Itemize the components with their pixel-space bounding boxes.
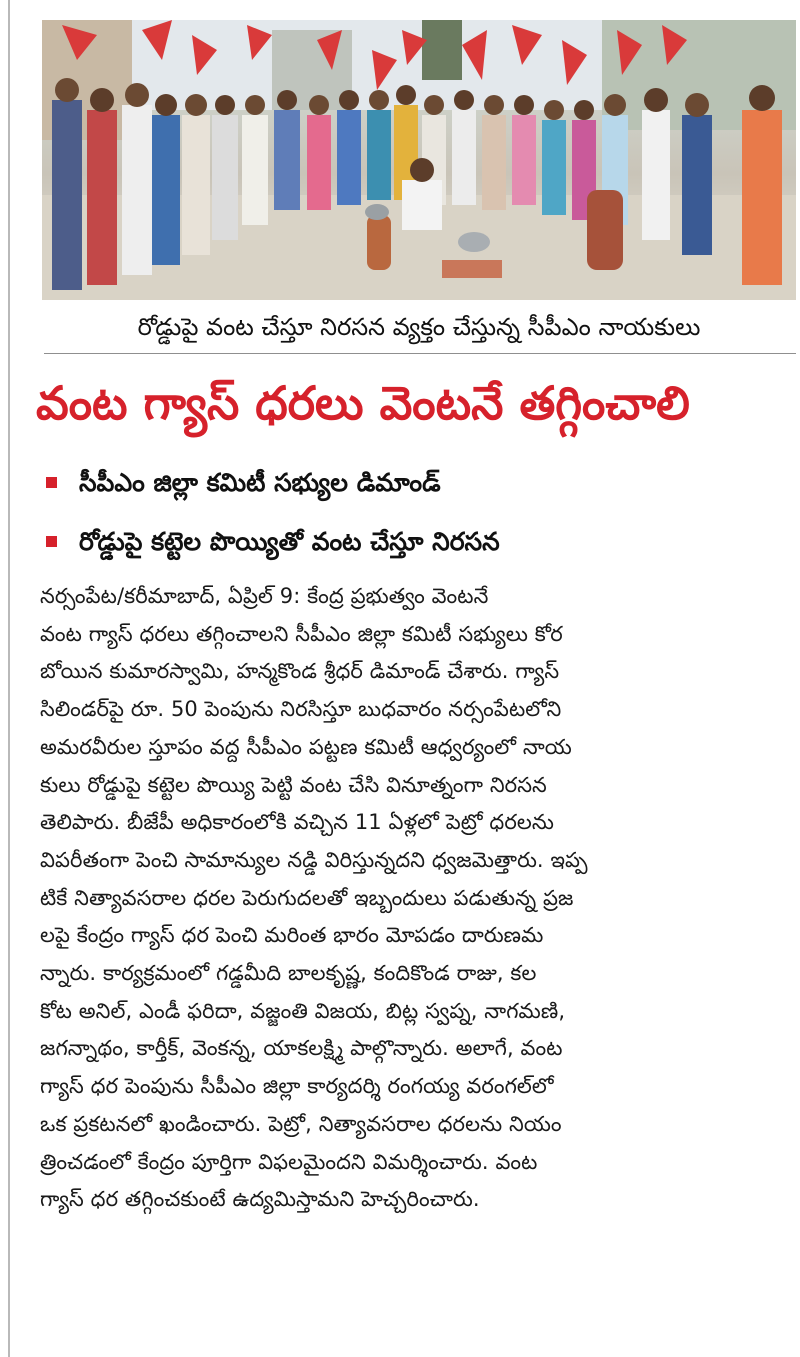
red-square-bullet-icon xyxy=(46,536,57,547)
subhead-text: సీపీఎం జిల్లా కమిటీ సభ్యుల డిమాండ్ xyxy=(79,468,441,497)
headline: వంట గ్యాస్ ధరలు వెంటనే తగ్గించాలి xyxy=(36,376,690,430)
subhead-1 xyxy=(40,463,780,503)
body-line: గ్యాస్ ధర తగ్గించకుంటే ఉద్యమిస్తామని హెచ్చరించారు. xyxy=(40,1187,480,1212)
caption-divider xyxy=(44,353,796,354)
body-line: గ్యాస్ ధర పెంపును సీపీఎం జిల్లా కార్యదర్శి రంగయ్య వరంగల్‌లో xyxy=(40,1074,554,1099)
subhead-text: రోడ్డుపై కట్టెల పొయ్యితో వంట చేస్తూ నిరసన xyxy=(79,527,500,556)
body-line: టికే నిత్యావసరాల ధరల పెరుగుదలతో ఇబ్బందులు పడుతున్న ప్రజ xyxy=(40,885,574,910)
body-line: కులు రోడ్డుపై కట్టెల పొయ్యి పెట్టి వంట చేసి వినూత్నంగా నిరసన xyxy=(40,772,547,797)
body-line: వంట గ్యాస్ ధరలు తగ్గించాలని సీపీఎం జిల్లా కమిటీ సభ్యులు కోర xyxy=(40,621,563,646)
body-line: బోయిన కుమారస్వామి, హన్మకొండ శ్రీధర్ డిమాండ్ చేశారు. గ్యాస్ xyxy=(40,659,560,684)
body-line: కోట అనిల్, ఎండీ ఫరిదా, వజ్జంతి విజయ, బిట్ల స్వప్న, నాగమణి, xyxy=(40,998,566,1023)
protest-photo xyxy=(42,20,796,300)
body-line: త్రించడంలో కేంద్రం పూర్తిగా విఫలమైందని విమర్శించారు. వంట xyxy=(40,1149,538,1174)
body-line: సిలిండర్‌పై రూ. 50 పెంపును నిరసిస్తూ బుధవారం నర్సంపేటలోని xyxy=(40,697,562,722)
body-line: అమరవీరుల స్తూపం వద్ద సీపీఎం పట్టణ కమిటీ ఆధ్వర్యంలో నాయ xyxy=(40,734,572,759)
body-line: జగన్నాథం, కార్తీక్, వెంకన్న, యాకలక్ష్మి పాల్గొన్నారు. అలాగే, వంట xyxy=(40,1036,563,1061)
red-square-bullet-icon xyxy=(46,477,57,488)
photo-caption: రోడ్డుపై వంట చేస్తూ నిరసన వ్యక్తం చేస్తున్న సీపీఎం నాయకులు xyxy=(137,313,701,341)
body-line: లపై కేంద్రం గ్యాస్ ధర పెంచి మరింత భారం మోపడం దారుణమ xyxy=(40,923,544,948)
body-line: విపరీతంగా పెంచి సామాన్యుల నడ్డి విరిస్తున్నదని ధ్వజమెత్తారు. ఇప్ప xyxy=(40,847,588,872)
body-line: ఒక ప్రకటనలో ఖండించారు. పెట్రో, నిత్యావసరాల ధరలను నియం xyxy=(40,1111,562,1136)
subhead-2 xyxy=(40,522,780,562)
body-line: నర్సంపేట/కరీమాబాద్, ఏప్రిల్ 9: కేంద్ర ప్రభుత్వం వెంటనే xyxy=(40,584,489,608)
photo-illustration xyxy=(42,20,796,300)
body-line: తెలిపారు. బీజేపీ అధికారంలోకి వచ్చిన 11 ఏళ్లలో పెట్రో ధరలను xyxy=(40,810,554,835)
column-divider xyxy=(8,0,10,1357)
body-line: న్నారు. కార్యక్రమంలో గడ్డమీది బాలకృష్ణ, కందికొండ రాజు, కల xyxy=(40,961,537,986)
article-body xyxy=(40,578,796,1219)
